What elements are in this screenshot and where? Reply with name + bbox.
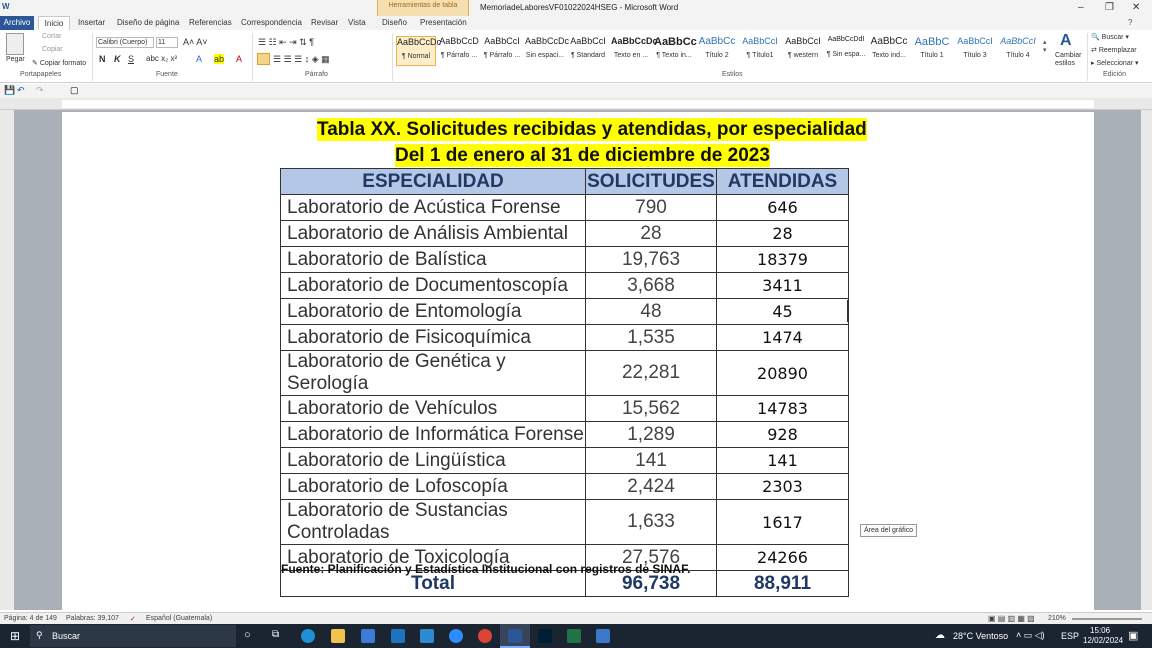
new-doc-icon[interactable]: ▢ [70, 85, 79, 95]
weather-icon[interactable]: ☁ [935, 630, 945, 641]
app2-icon[interactable] [596, 629, 610, 643]
font-size-select[interactable]: 11 [156, 37, 178, 48]
table-row [281, 273, 849, 299]
style-texto-en[interactable]: AaBbCcDc Texto en ... [611, 36, 658, 59]
file-explorer-icon[interactable] [331, 629, 345, 643]
change-styles-icon[interactable]: A [1060, 32, 1072, 49]
total-atendidas[interactable]: 88,911 [717, 571, 849, 597]
row-solicitudes[interactable]: 1,289 [586, 422, 717, 448]
minimize-icon[interactable]: – [1078, 2, 1084, 13]
row-solicitudes[interactable]: 141 [586, 448, 717, 474]
clock-date[interactable]: 12/02/2024 [1083, 636, 1124, 645]
row-atendidas[interactable]: 2303 [717, 474, 849, 500]
table-row [281, 448, 849, 474]
row-especialidad[interactable]: Laboratorio de Documentoscopía [281, 273, 586, 299]
style-titulo-4[interactable]: AaBbCcI Título 4 [1000, 36, 1036, 59]
tray-icons[interactable]: ˄ ▭ ◁) [1016, 630, 1045, 640]
row-especialidad[interactable]: Laboratorio de Vehículos [281, 396, 586, 422]
help-icon[interactable]: ? [1128, 18, 1133, 27]
quick-access-toolbar [0, 84, 1152, 98]
bold-button[interactable]: N [99, 54, 106, 64]
replace-button[interactable]: ⇄ Reemplazar [1091, 47, 1137, 54]
row-solicitudes[interactable]: 790 [586, 195, 717, 221]
weather-text[interactable]: 28°C Ventoso [953, 631, 1009, 641]
taskbar [0, 624, 1152, 648]
align-left-button[interactable] [257, 53, 270, 65]
chart-area-tooltip: Área del gráfico [860, 524, 917, 537]
style-titulo-2[interactable]: AaBbCc Título 2 [698, 36, 736, 59]
paste-button[interactable]: Pegar [6, 56, 25, 63]
word-count[interactable]: Palabras: 39,107 [66, 615, 119, 622]
save-icon[interactable]: 💾 [4, 85, 16, 95]
text-effects-icon[interactable]: A [196, 54, 203, 64]
search-icon: ⚲ [36, 630, 43, 640]
table-row [281, 351, 849, 396]
row-atendidas[interactable]: 14783 [717, 396, 849, 422]
row-especialidad[interactable]: Laboratorio de Informática Forense [281, 422, 586, 448]
header-atendidas[interactable]: ATENDIDAS [717, 169, 849, 195]
tab-revisar[interactable]: Revisar [311, 18, 339, 27]
table-row [281, 474, 849, 500]
header-especialidad[interactable]: ESPECIALIDAD [281, 169, 586, 195]
row-especialidad[interactable]: Laboratorio de Acústica Forense [281, 195, 586, 221]
table-row [281, 299, 849, 325]
style-parrafo-1[interactable]: AaBbCcD ¶ Párrafo ... [439, 36, 479, 59]
find-button[interactable]: 🔍 Buscar ▾ [1091, 34, 1129, 41]
row-especialidad[interactable]: Laboratorio de Genética y Serología [281, 351, 586, 396]
store-icon[interactable] [361, 629, 375, 643]
input-language[interactable]: ESP [1061, 631, 1080, 641]
row-solicitudes[interactable]: 28 [586, 221, 717, 247]
total-label[interactable]: Total [281, 571, 586, 597]
table-row [281, 247, 849, 273]
font-color-icon[interactable]: A [236, 54, 243, 64]
header-solicitudes[interactable]: SOLICITUDES [586, 169, 717, 195]
row-solicitudes[interactable]: 1,633 [586, 500, 717, 545]
row-atendidas[interactable]: 646 [717, 195, 849, 221]
proofing-icon[interactable]: ✓ [130, 616, 136, 623]
row-atendidas[interactable]: 20890 [717, 351, 849, 396]
windows-start-icon[interactable]: ⊞ [10, 629, 21, 643]
font-name-select[interactable]: Calibri (Cuerpo) [96, 37, 154, 48]
title-bar [0, 0, 1152, 16]
paste-icon[interactable] [6, 33, 24, 55]
change-styles-button[interactable]: Cambiar estilos [1055, 52, 1082, 67]
table-row [281, 422, 849, 448]
clock-time[interactable]: 15:06 [1090, 626, 1111, 635]
style-titulo-1[interactable]: AaBbC Título 1 [914, 36, 950, 59]
tab-correspondencia[interactable]: Correspondencia [241, 18, 302, 27]
mail-icon[interactable] [391, 629, 405, 643]
table-row [281, 500, 849, 545]
group-portapapeles: Portapapeles [20, 71, 62, 78]
row-especialidad[interactable]: Laboratorio de Análisis Ambiental [281, 221, 586, 247]
row-atendidas[interactable]: 141 [717, 448, 849, 474]
row-especialidad[interactable]: Laboratorio de Sustancias Controladas [281, 500, 586, 545]
row-especialidad[interactable]: Laboratorio de Fisicoquímica [281, 325, 586, 351]
style-titulo1[interactable]: AaBbCcI ¶ Título1 [742, 36, 778, 59]
table-title: Tabla XX. Solicitudes recibidas y atendidas, por especialidad [317, 119, 867, 140]
row-solicitudes[interactable]: 3,668 [586, 273, 717, 299]
group-edicion: Edición [1103, 71, 1126, 78]
close-icon[interactable]: ✕ [1132, 2, 1141, 13]
tab-vista[interactable]: Vista [348, 18, 366, 27]
status-bar [0, 612, 1152, 624]
vertical-ruler[interactable] [0, 110, 14, 610]
row-atendidas[interactable]: 1617 [717, 500, 849, 545]
strikethrough-button[interactable]: abc x₂ x² [146, 54, 178, 63]
row-atendidas[interactable]: 1474 [717, 325, 849, 351]
redo-icon[interactable]: ↷ [36, 85, 44, 95]
format-painter-button[interactable]: ✎ Copiar formato [32, 60, 87, 67]
italic-button[interactable]: K [114, 54, 121, 64]
row-atendidas[interactable]: 28 [717, 221, 849, 247]
style-western[interactable]: AaBbCcI ¶ western [785, 36, 821, 59]
taskbar-search[interactable] [30, 625, 236, 647]
table-row [281, 396, 849, 422]
row-solicitudes[interactable]: 1,535 [586, 325, 717, 351]
row-especialidad[interactable]: Laboratorio de Lingüística [281, 448, 586, 474]
row-atendidas[interactable]: 3411 [717, 273, 849, 299]
select-button[interactable]: ▸ Seleccionar ▾ [1091, 60, 1139, 67]
tab-diseno-pagina[interactable]: Diseño de página [117, 18, 180, 27]
excel-icon[interactable] [567, 629, 581, 643]
row-especialidad[interactable]: Laboratorio de Lofoscopía [281, 474, 586, 500]
task-view-icon[interactable]: ⧉ [272, 629, 280, 640]
search-placeholder: Buscar [52, 631, 81, 641]
underline-button[interactable]: S [128, 54, 135, 64]
notification-icon[interactable]: ▣ [1128, 630, 1139, 642]
ribbon [0, 30, 1152, 83]
undo-icon[interactable]: ↶ [17, 85, 25, 95]
chrome-icon[interactable] [478, 629, 492, 643]
grow-font-icon[interactable]: A˄ A˅ [183, 37, 208, 47]
row-atendidas[interactable]: 18379 [717, 247, 849, 273]
group-fuente: Fuente [156, 71, 178, 78]
row-especialidad[interactable]: Laboratorio de Entomología [281, 299, 586, 325]
style-texto-in[interactable]: AaBbCc ¶ Texto in... [654, 36, 697, 59]
window-title: MemoriadeLaboresVF01022024HSEG - Microsoft Word [480, 3, 679, 12]
table-subtitle: Del 1 de enero al 31 de diciembre de 2023 [395, 145, 770, 166]
language-indicator[interactable]: Español (Guatemala) [146, 615, 213, 622]
page-count[interactable]: Página: 4 de 149 [4, 615, 57, 622]
highlight-color-icon[interactable]: ab [214, 54, 225, 64]
row-especialidad[interactable]: Laboratorio de Balística [281, 247, 586, 273]
row-solicitudes[interactable]: 15,562 [586, 396, 717, 422]
style-normal[interactable]: AaBbCcDc ¶ Normal [396, 36, 436, 66]
view-buttons-icon[interactable]: ▣ ▤ ▥ ▦ ▧ [988, 614, 1035, 623]
photoshop-icon[interactable] [538, 629, 552, 643]
data-table[interactable] [280, 168, 849, 597]
edge-icon[interactable] [301, 629, 315, 643]
style-parrafo-2[interactable]: AaBbCcI ¶ Párrafo ... [483, 36, 521, 59]
context-tab-label: Herramientas de tabla [377, 0, 469, 16]
source-note: Fuente: Planificación y Estadística Institucional con registros de SINAF. [281, 562, 691, 576]
row-atendidas[interactable]: 24266 [717, 545, 849, 571]
tab-diseno[interactable]: Diseño [382, 18, 407, 27]
align-buttons-icon[interactable]: ☰ ☰ ☰ ↕ ◈ ▦ [273, 54, 330, 64]
styles-more-icon[interactable]: ▴ ▾ [1043, 39, 1047, 54]
table-row [281, 221, 849, 247]
row-solicitudes[interactable]: 19,763 [586, 247, 717, 273]
ribbon-tabs [0, 16, 1152, 30]
table-row [281, 195, 849, 221]
table-row [281, 325, 849, 351]
word-icon [508, 629, 522, 643]
style-standard[interactable]: AaBbCcI ¶ Standard [570, 36, 606, 59]
copy-button[interactable]: Copiar [42, 46, 63, 53]
bullets-icon[interactable]: ☰ ☷ ⇤ ⇥ ⇅ ¶ [258, 37, 315, 47]
tab-archivo[interactable]: Archivo [0, 16, 34, 30]
row-solicitudes[interactable]: 48 [586, 299, 717, 325]
row-solicitudes[interactable]: 22,281 [586, 351, 717, 396]
row-atendidas[interactable]: 928 [717, 422, 849, 448]
tab-inicio[interactable]: Inicio [38, 16, 70, 31]
group-estilos: Estilos [722, 71, 743, 78]
style-texto-ind[interactable]: AaBbCc Texto ind... [870, 36, 908, 59]
text-cursor [847, 300, 849, 322]
row-atendidas[interactable]: 45 [717, 299, 849, 325]
tab-referencias[interactable]: Referencias [189, 18, 232, 27]
style-sin-espacio[interactable]: AaBbCcDc Sin espaci... [525, 36, 570, 59]
zoom-app-icon[interactable] [449, 629, 463, 643]
row-solicitudes[interactable]: 2,424 [586, 474, 717, 500]
zoom-level[interactable]: 210% [1048, 615, 1066, 622]
tab-presentacion[interactable]: Presentación [420, 18, 467, 27]
row-especialidad[interactable]: Laboratorio de Toxicología [281, 545, 586, 571]
cortana-icon[interactable]: ○ [244, 629, 251, 641]
table-header-row [281, 169, 849, 195]
tab-insertar[interactable]: Insertar [78, 18, 106, 27]
group-parrafo: Párrafo [305, 71, 328, 78]
word-logo-icon[interactable]: W [2, 2, 10, 11]
zoom-slider[interactable] [1072, 618, 1142, 620]
style-sin-espa[interactable]: AaBbCcDdI ¶ Sin espa... [826, 36, 866, 58]
word-taskbar-button[interactable] [500, 624, 530, 648]
style-titulo-3[interactable]: AaBbCcI Título 3 [957, 36, 993, 59]
vertical-scrollbar[interactable] [1141, 110, 1152, 610]
total-solicitudes[interactable]: 96,738 [586, 571, 717, 597]
cut-button[interactable]: Cortar [42, 33, 62, 40]
horizontal-ruler[interactable] [0, 98, 1152, 110]
restore-icon[interactable]: ❐ [1105, 2, 1114, 13]
row-solicitudes[interactable]: 27,576 [586, 545, 717, 571]
app-icon[interactable] [420, 629, 434, 643]
